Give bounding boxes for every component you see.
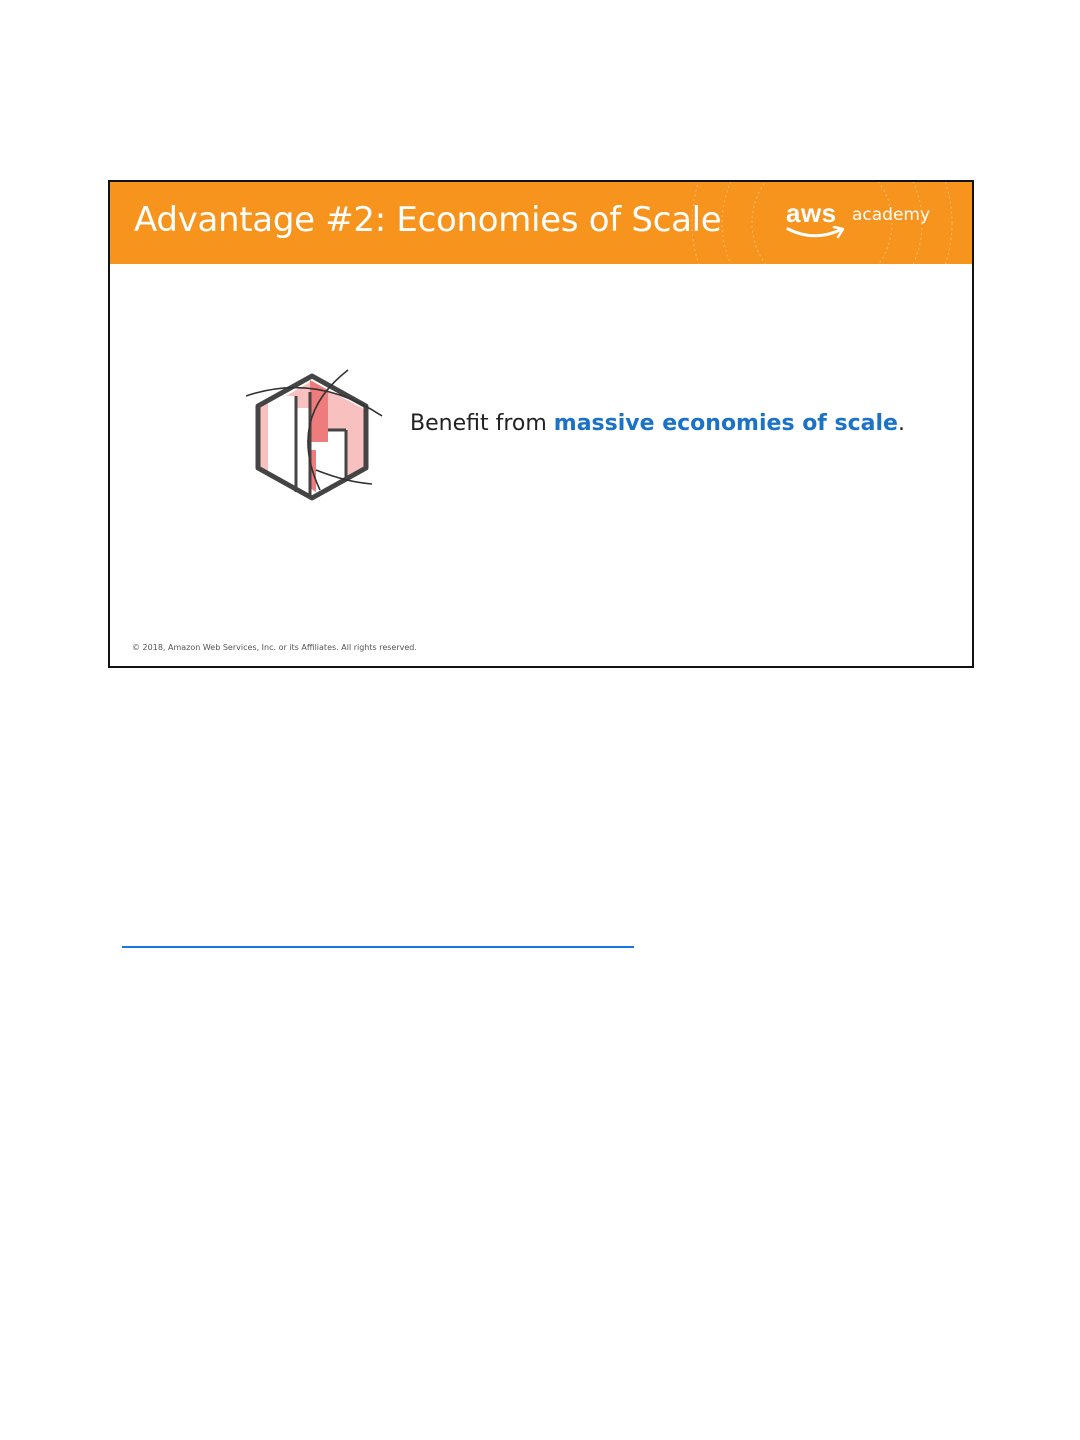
benefit-prefix: Benefit from: [410, 411, 554, 436]
aws-academy-logo: [786, 198, 936, 248]
slide-title: Advantage #2: Economies of Scale: [134, 200, 722, 240]
benefit-highlight: massive economies of scale: [553, 411, 898, 436]
slide: [108, 180, 974, 668]
academy-label: academy: [852, 205, 931, 225]
slide-header: [110, 182, 972, 264]
aws-smile-icon: [786, 226, 850, 242]
benefit-statement: [410, 411, 905, 436]
copyright-notice: © 2018, Amazon Web Services, Inc. or its Affiliates. All rights reserved.: [132, 643, 417, 652]
benefit-suffix: .: [897, 411, 905, 436]
aws-wordmark: aws: [786, 198, 837, 228]
hexagon-scale-icon: [246, 368, 386, 504]
link-underline[interactable]: [122, 946, 634, 948]
